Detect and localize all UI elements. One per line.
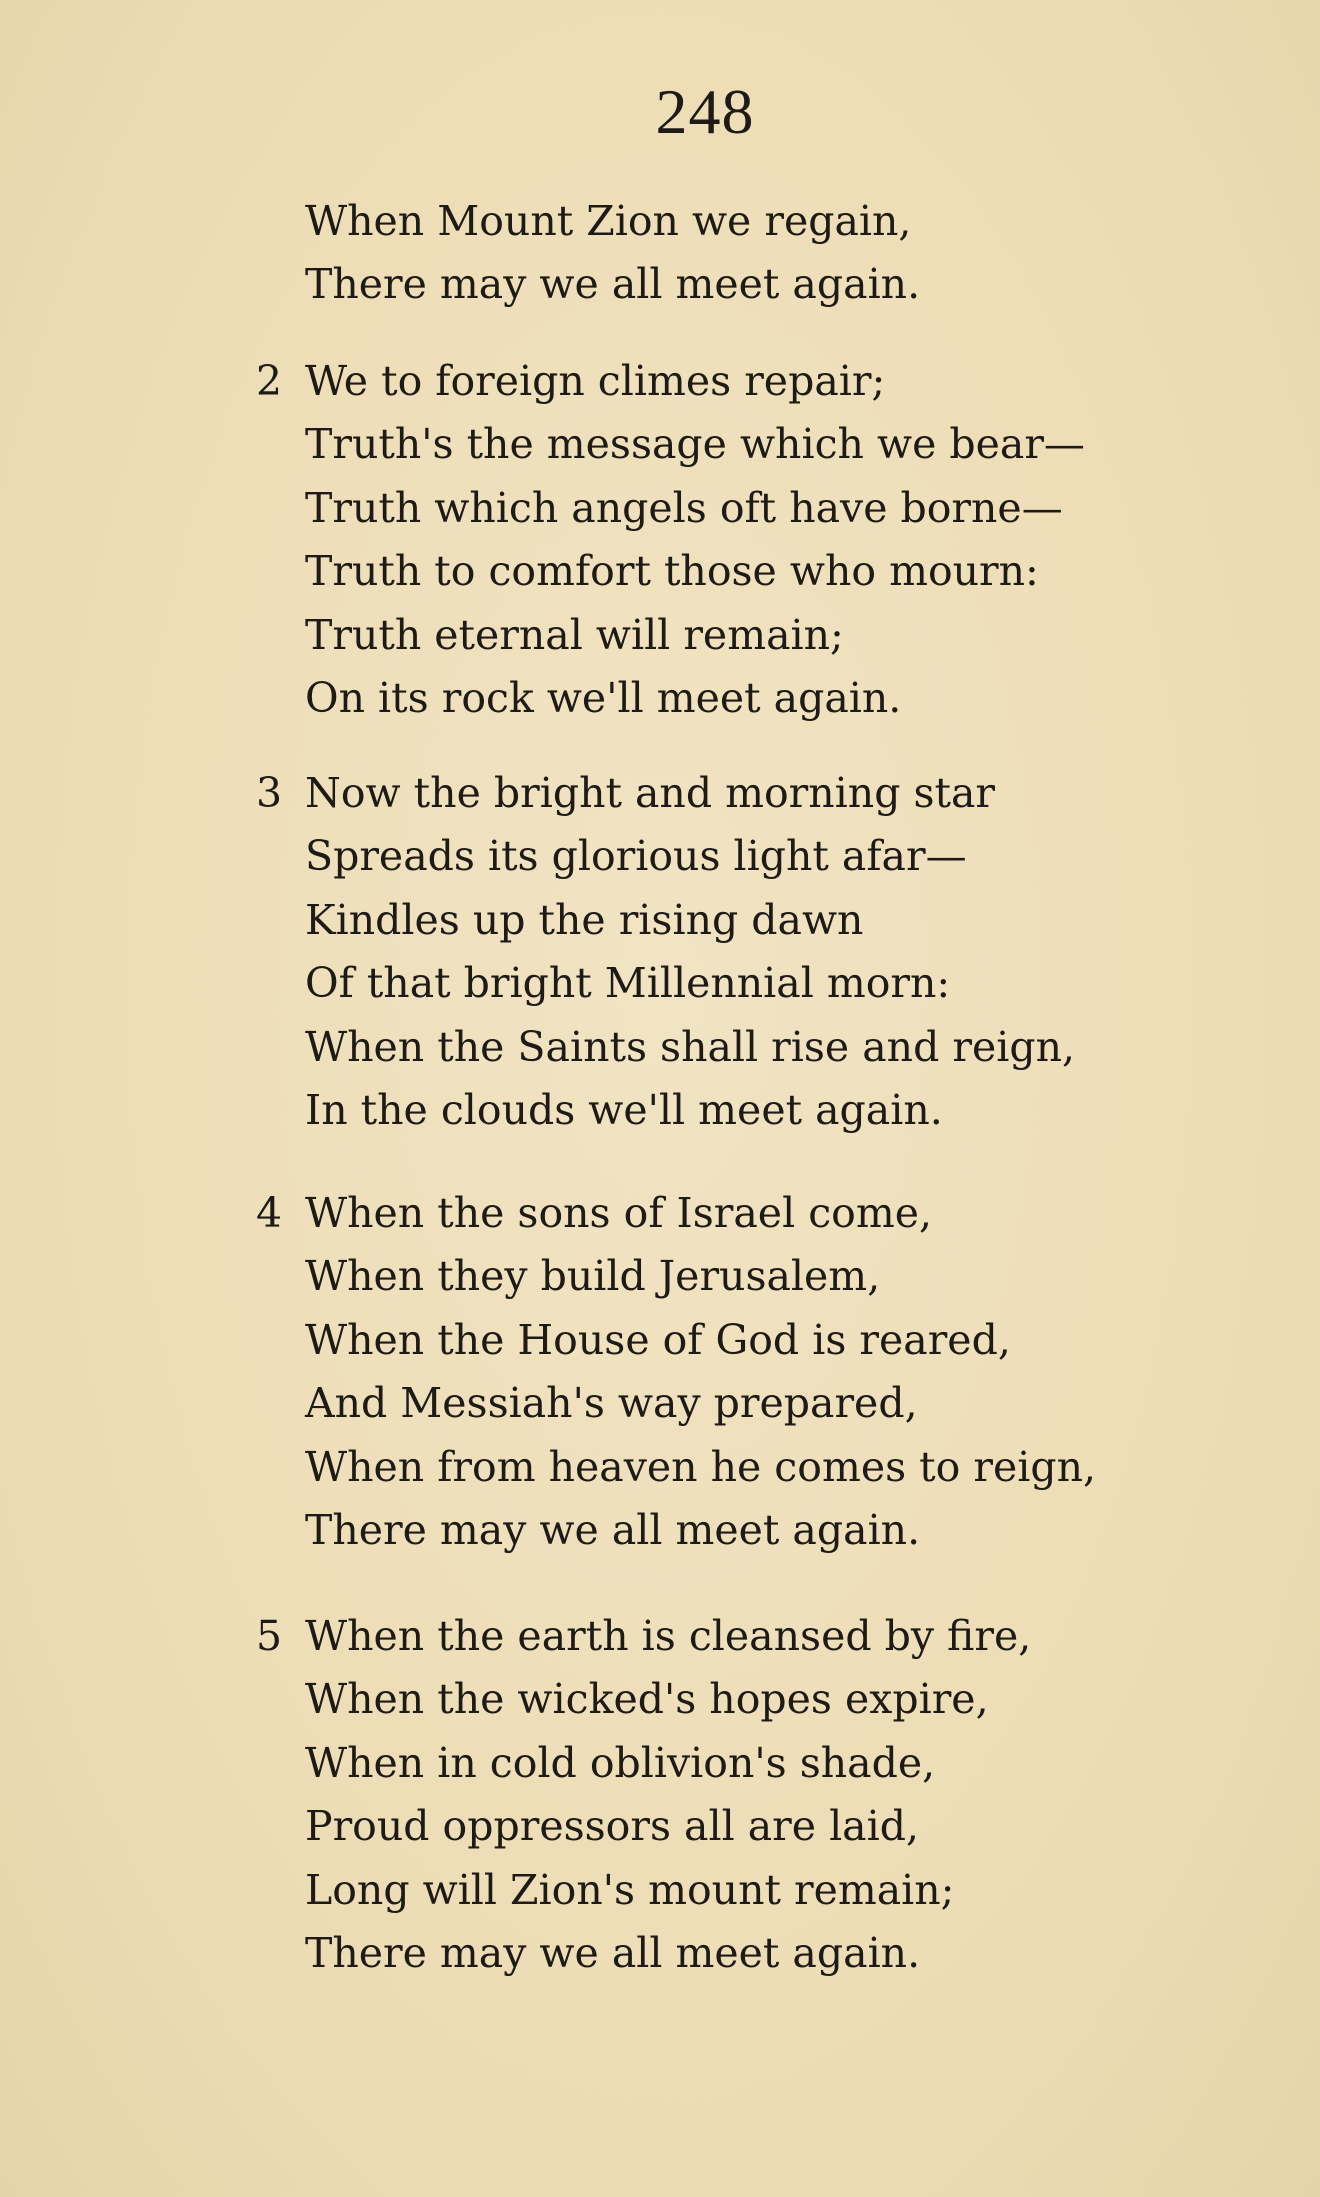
verse-line: 2 We to foreign climes repair; xyxy=(0,350,1320,413)
verse-line: In the clouds we'll meet again. xyxy=(305,1085,943,1134)
stanza-number: 5 xyxy=(256,1612,283,1660)
page-number: 248 xyxy=(655,76,755,147)
stanza-number: 2 xyxy=(256,357,283,405)
verse-line: There may we all meet again. xyxy=(305,1928,921,1977)
verse-line: Of that bright Millennial morn: xyxy=(305,959,951,1008)
stanza-number: 3 xyxy=(256,769,283,817)
verse-line: When Mount Zion we regain, xyxy=(305,197,912,245)
verse-line: Kindles up the rising dawn xyxy=(305,895,864,944)
verse-line: Truth to comfort those who mourn: xyxy=(305,547,1039,596)
verse-line: When the Saints shall rise and reign, xyxy=(305,1022,1076,1071)
verse-line: Long will Zion's mount remain; xyxy=(305,1865,955,1914)
verse-line: When the House of God is reared, xyxy=(305,1315,1011,1364)
verse-line: Proud oppressors all are laid, xyxy=(305,1802,920,1851)
verse-line: 3 Now the bright and morning star xyxy=(0,762,1320,825)
verse-line: There may we all meet again. xyxy=(305,1505,921,1554)
stanza-5 xyxy=(0,1605,1320,1985)
stanza-number: 4 xyxy=(256,1189,283,1237)
verse-line: 5 When the earth is cleansed by fire, xyxy=(0,1605,1320,1668)
verse-line: When from heaven he comes to reign, xyxy=(305,1442,1097,1491)
verse-line: On its rock we'll meet again. xyxy=(305,673,902,722)
verse-line: Truth which angels oft have borne— xyxy=(305,483,1063,532)
stanza-4 xyxy=(0,1182,1320,1562)
verse-line: Truth eternal will remain; xyxy=(305,610,844,659)
verse-line: When in cold oblivion's shade, xyxy=(305,1738,936,1787)
verse-line: Spreads its glorious light afar— xyxy=(305,832,967,881)
verse-line: 4 When the sons of Israel come, xyxy=(0,1182,1320,1245)
verse-line: And Messiah's way prepared, xyxy=(305,1379,918,1428)
verse-line: There may we all meet again. xyxy=(305,260,921,309)
verse-line: When they build Jerusalem, xyxy=(305,1252,881,1301)
verse-line: When the wicked's hopes expire, xyxy=(305,1675,989,1724)
verse-line: Truth's the message which we bear— xyxy=(305,420,1085,469)
stanza-continuation xyxy=(0,190,1320,317)
stanza-2 xyxy=(0,350,1320,730)
stanza-3 xyxy=(0,762,1320,1142)
